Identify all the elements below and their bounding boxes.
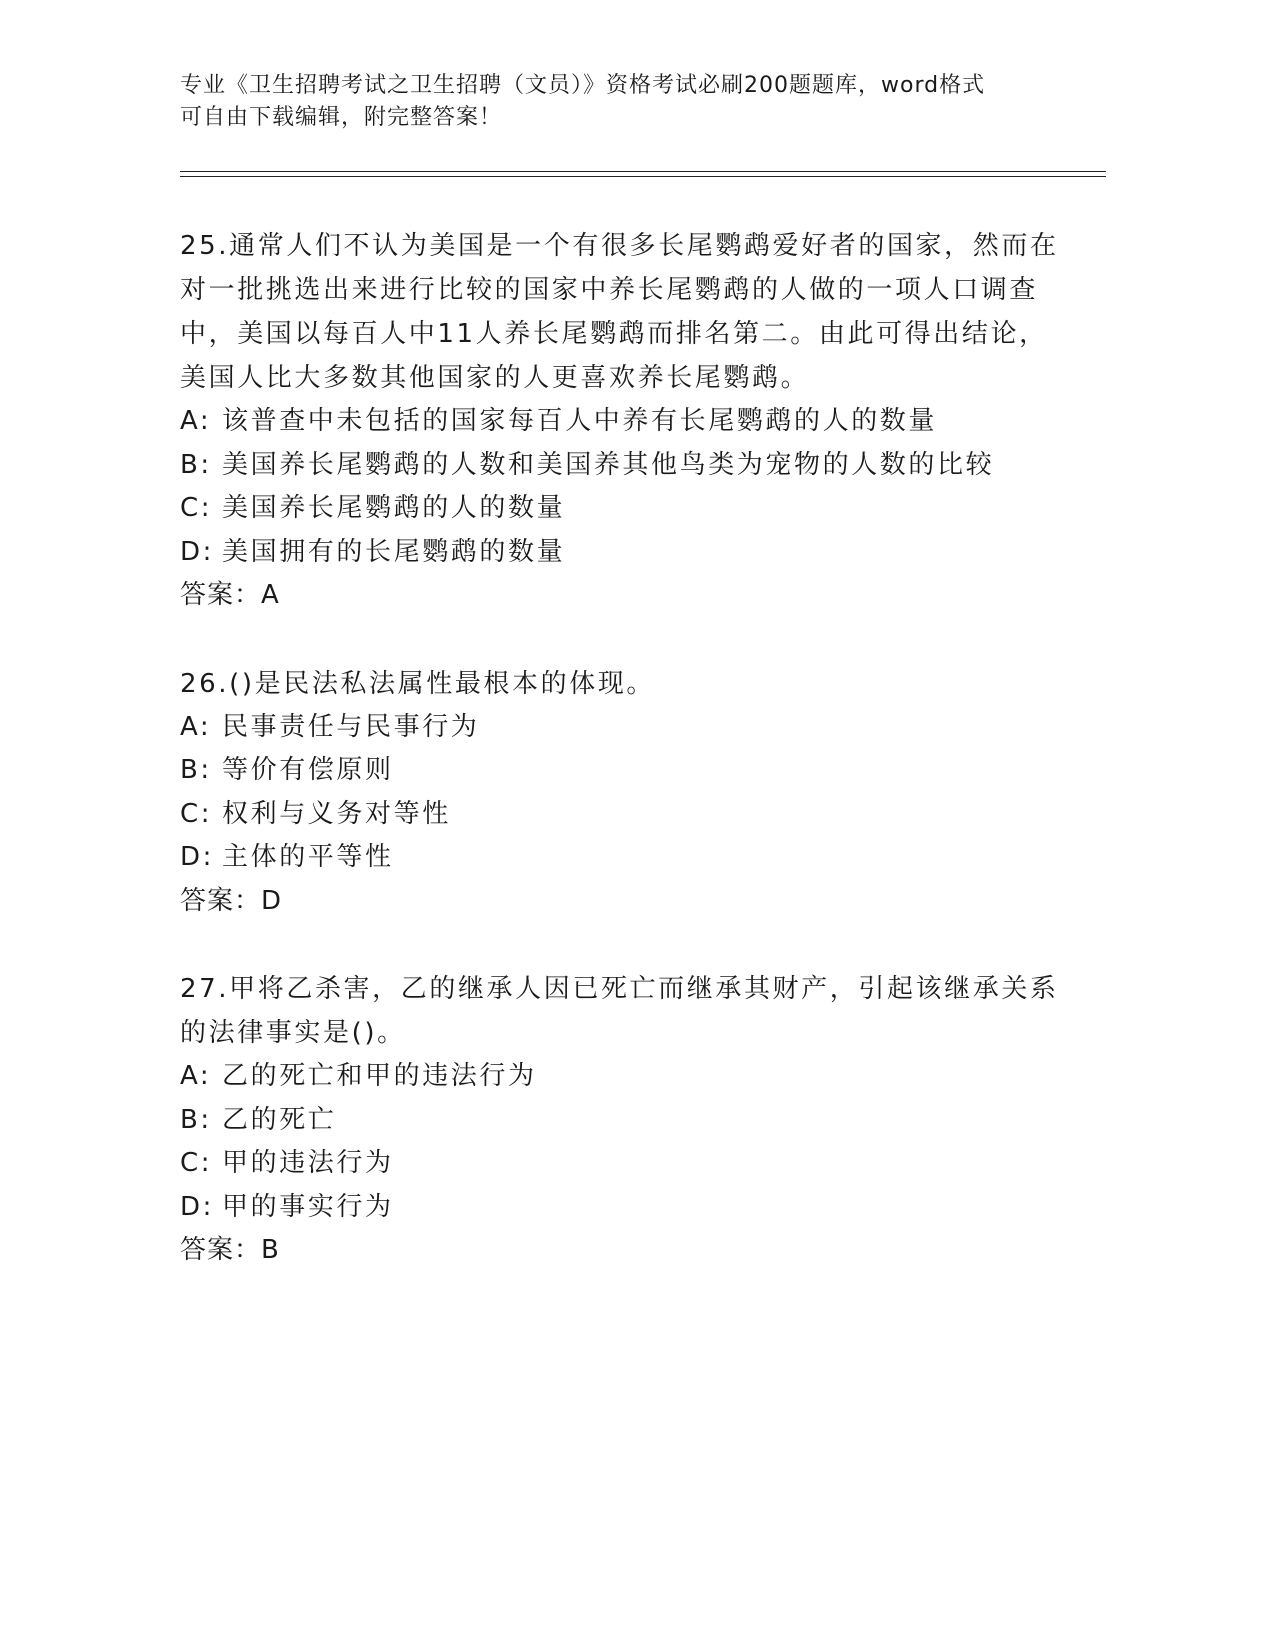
question-text: 对一批挑选出来进行比较的国家中养长尾鹦鹉的人做的一项人口调查 — [180, 275, 1039, 305]
option-letter: B: — [180, 449, 212, 480]
option-text: 该普查中未包括的国家每百人中养有长尾鹦鹉的人的数量 — [222, 406, 938, 436]
option-text: 民事责任与民事行为 — [222, 711, 480, 742]
option-text: 甲的事实行为 — [222, 1191, 394, 1222]
header-line: 专业《卫生招聘考试之卫生招聘（文员）》资格考试必刷200题题库，word格式 — [180, 73, 986, 98]
option-text: 甲的违法行为 — [222, 1148, 394, 1178]
option-letter: C: — [180, 1148, 213, 1178]
option-letter: B: — [180, 755, 212, 785]
header-line: 可自由下载编辑，附完整答案！ — [180, 105, 503, 130]
option-text: 主体的平等性 — [222, 842, 394, 872]
option-d — [180, 1186, 1060, 1230]
question-text: 27.甲将乙杀害，乙的继承人因已死亡而继承其财产，引起该继承关系 — [180, 974, 1059, 1004]
option-a — [180, 400, 1060, 444]
question-text: 25.通常人们不认为美国是一个有很多长尾鹦鹉爱好者的国家，然而在 — [180, 231, 1059, 261]
option-c — [180, 487, 1060, 531]
question-text: 中，美国以每百人中11人养长尾鹦鹉而排名第二。由此可得出结论， — [180, 319, 1048, 349]
option-c — [180, 793, 1060, 837]
header-divider — [180, 171, 1106, 172]
option-letter: A: — [180, 1061, 212, 1091]
option-text: 美国拥有的长尾鹦鹉的数量 — [222, 536, 566, 567]
question-list — [180, 224, 1060, 1317]
option-letter: A: — [180, 406, 212, 436]
document-header — [180, 70, 1060, 134]
answer-line: 答案：B — [180, 1235, 280, 1265]
option-text: 乙的死亡 — [222, 1104, 337, 1135]
option-letter: D: — [180, 842, 214, 872]
question-text: 26.()是民法私法属性最根本的体现。 — [180, 668, 656, 699]
option-d — [180, 531, 1060, 575]
option-letter: B: — [180, 1104, 212, 1135]
option-text: 美国养长尾鹦鹉的人的数量 — [222, 493, 566, 523]
option-b — [180, 1099, 1060, 1143]
option-letter: A: — [180, 711, 212, 742]
answer-line: 答案：D — [180, 885, 283, 916]
option-d — [180, 836, 1060, 880]
answer-line: 答案：A — [180, 580, 280, 610]
option-text: 等价有偿原则 — [222, 755, 394, 785]
option-text: 美国养长尾鹦鹉的人数和美国养其他鸟类为宠物的人数的比较 — [222, 449, 995, 480]
option-letter: D: — [180, 536, 214, 567]
option-letter: D: — [180, 1191, 214, 1222]
header-divider — [180, 176, 1106, 177]
option-text: 乙的死亡和甲的违法行为 — [222, 1061, 537, 1091]
option-b — [180, 749, 1060, 793]
question-item — [180, 662, 1060, 924]
question-text: 美国人比大多数其他国家的人更喜欢养长尾鹦鹉。 — [180, 363, 810, 393]
question-item — [180, 967, 1060, 1273]
option-a — [180, 706, 1060, 750]
option-b — [180, 444, 1060, 488]
question-item — [180, 224, 1060, 618]
option-letter: C: — [180, 798, 213, 829]
option-c — [180, 1142, 1060, 1186]
option-letter: C: — [180, 493, 213, 523]
option-a — [180, 1055, 1060, 1099]
question-text: 的法律事实是()。 — [180, 1018, 406, 1048]
option-text: 权利与义务对等性 — [222, 798, 451, 829]
